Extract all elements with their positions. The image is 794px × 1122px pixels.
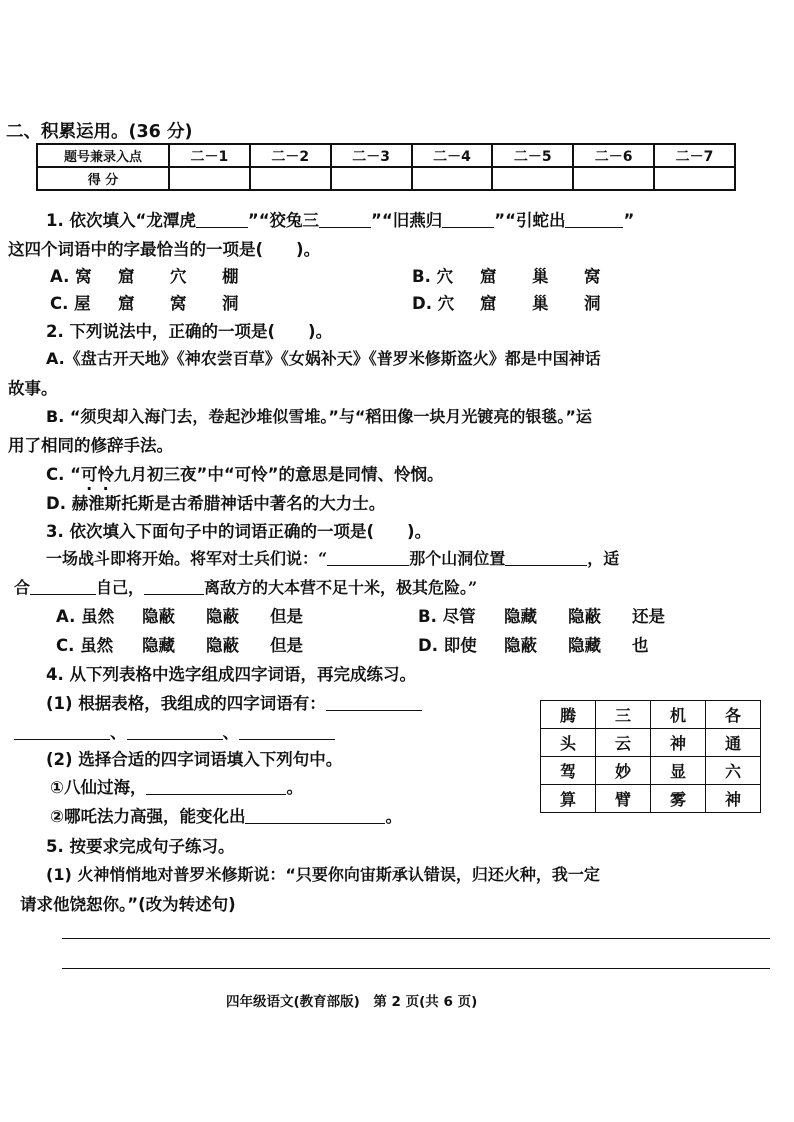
q1-blank-4[interactable] <box>565 211 623 229</box>
separator: 、 <box>110 723 127 742</box>
option-text: 还是 <box>632 607 665 626</box>
score-cell[interactable] <box>654 167 735 190</box>
q4-sentence-2 <box>50 803 402 827</box>
q5-stem: 5. 按要求完成句子练习。 <box>46 837 235 856</box>
q4-stem: 4. 从下列表格中选字组成四字词语，再完成练习。 <box>46 665 416 684</box>
q1-option-a[interactable] <box>50 263 239 287</box>
grid-cell: 三 <box>596 701 651 729</box>
q1-stem-part: ”“旧燕归 <box>371 211 443 230</box>
score-column-header: 二－1 <box>169 144 250 167</box>
option-text: C. 屋 <box>50 294 91 313</box>
option-text: 隐藏 <box>568 636 601 655</box>
q3-sentence-text: ，适 <box>587 549 620 568</box>
q2-c-text: C. “ <box>46 465 81 484</box>
q4-sentence-1 <box>50 774 303 798</box>
q1-stem-part: ”“狡兔三 <box>247 211 320 230</box>
option-text: 巢 <box>532 294 549 313</box>
q3-blank-3[interactable] <box>30 578 96 595</box>
q4-answer-blank-1[interactable] <box>326 694 422 712</box>
answer-line-1[interactable] <box>62 938 770 939</box>
grid-cell: 头 <box>541 729 596 757</box>
grid-cell: 驾 <box>541 757 596 785</box>
q2-c-text: 九月初三夜”中“可怜”的意思是同情、怜悯。 <box>113 465 444 484</box>
q4-sub2: (2) 选择合适的四字词语填入下列句中。 <box>46 750 343 769</box>
q5-sub1-line2: 请求他饶恕你。”(改为转述句) <box>20 895 236 914</box>
score-column-header: 二－2 <box>250 144 331 167</box>
q3-sentence-line2 <box>14 575 477 598</box>
q1-blank-3[interactable] <box>442 211 494 229</box>
q1-stem-line2: 这四个词语中的字最恰当的一项是( )。 <box>8 240 321 259</box>
option-text: 洞 <box>222 294 239 313</box>
score-cell[interactable] <box>169 167 250 190</box>
q1-option-c[interactable] <box>50 290 239 314</box>
q4-answer-blank-4[interactable] <box>239 723 335 741</box>
option-text: 窟 <box>118 267 135 286</box>
option-text: 洞 <box>584 294 601 313</box>
q2-option-b-line2: 用了相同的修辞手法。 <box>8 436 173 455</box>
q1-stem-part: 1. 依次填入“龙潭虎 <box>46 211 196 230</box>
q2-option-a-line2: 故事。 <box>8 379 58 398</box>
grid-cell: 腾 <box>541 701 596 729</box>
q3-blank-2[interactable] <box>505 549 587 566</box>
grid-cell: 神 <box>651 729 706 757</box>
grid-row <box>541 785 761 813</box>
option-text: 隐藏 <box>504 607 537 626</box>
answer-line-2[interactable] <box>62 968 770 969</box>
q3-option-a[interactable] <box>56 603 303 627</box>
grid-cell: 雾 <box>651 785 706 813</box>
option-text: 也 <box>632 636 649 655</box>
q2-option-d[interactable]: D. 赫淮斯托斯是古希腊神话中著名的大力士。 <box>46 494 386 513</box>
q3-blank-1[interactable] <box>327 549 409 566</box>
character-grid <box>540 700 761 813</box>
score-column-header: 二－7 <box>654 144 735 167</box>
grid-cell: 显 <box>651 757 706 785</box>
q3-sentence-text: 那个山洞位置 <box>409 549 506 568</box>
option-text: 窟 <box>118 294 135 313</box>
score-cell[interactable] <box>412 167 493 190</box>
option-text: 隐蔽 <box>568 607 601 626</box>
q2-option-a-line1[interactable]: A.《盘古开天地》《神农尝百草》《女娲补天》《普罗米修斯盗火》都是中国神话 <box>46 349 601 368</box>
q3-stem: 3. 依次填入下面句子中的词语正确的一项是( )。 <box>46 522 432 541</box>
section-title: 二、积累运用。(36 分) <box>6 122 193 142</box>
score-column-header: 二－3 <box>331 144 412 167</box>
option-text: 但是 <box>270 607 303 626</box>
option-text: C. 虽然 <box>56 636 114 655</box>
option-text: 隐蔽 <box>142 607 175 626</box>
option-text: 穴 <box>170 267 187 286</box>
option-text: D. 穴 <box>412 294 455 313</box>
grid-cell: 各 <box>706 701 761 729</box>
option-text: 棚 <box>222 267 239 286</box>
option-text: 隐藏 <box>142 636 175 655</box>
q1-blank-1[interactable] <box>196 211 248 229</box>
q3-sentence-text: 离敌方的大本营不足十米，极其危险。” <box>204 578 478 597</box>
page-footer: 四年级语文(教育部版) 第 2 页(共 6 页) <box>226 994 478 1010</box>
grid-cell: 算 <box>541 785 596 813</box>
option-text: 隐蔽 <box>504 636 537 655</box>
q5-sub1-line1: (1) 火神悄悄地对普罗米修斯说：“只要你向宙斯承认错误，归还火种，我一定 <box>46 865 600 884</box>
score-column-header: 二－4 <box>412 144 493 167</box>
score-table-score-row <box>37 167 735 190</box>
q4-fill-blank-1[interactable] <box>146 778 286 796</box>
emphasis-char: 可 <box>80 465 98 484</box>
q2-option-b-line1[interactable]: B. “须臾却入海门去，卷起沙堆似雪堆。”与“稻田像一块月光镀亮的银毯。”运 <box>46 407 592 426</box>
q3-sentence-text: 合 <box>14 578 31 597</box>
grid-row <box>541 729 761 757</box>
q1-stem-part: ” <box>623 211 635 230</box>
q3-option-c[interactable] <box>56 632 303 656</box>
q1-option-b[interactable] <box>412 263 601 287</box>
q4-sub1-line2 <box>14 719 335 743</box>
score-column-header: 二－5 <box>492 144 573 167</box>
option-text: 巢 <box>532 267 549 286</box>
q1-blank-2[interactable] <box>319 211 371 229</box>
option-text: 窝 <box>170 294 187 313</box>
q4-answer-blank-2[interactable] <box>14 723 110 741</box>
score-cell[interactable] <box>492 167 573 190</box>
separator: 、 <box>222 723 239 742</box>
score-table-header-label: 题号兼录入点 <box>37 144 169 167</box>
option-text: 窟 <box>480 267 497 286</box>
grid-cell: 机 <box>651 701 706 729</box>
q3-sentence-text: 一场战斗即将开始。将军对士兵们说：“ <box>46 549 328 568</box>
grid-cell: 臂 <box>596 785 651 813</box>
q4-fill-blank-2[interactable] <box>245 807 385 825</box>
q2-option-c[interactable] <box>46 461 444 485</box>
grid-cell: 六 <box>706 757 761 785</box>
q1-stem-part: ”“引蛇出 <box>494 211 566 230</box>
option-text: B. 尽管 <box>418 607 476 626</box>
grid-row <box>541 757 761 785</box>
option-text: 窟 <box>480 294 497 313</box>
score-cell[interactable] <box>573 167 654 190</box>
q3-sentence-line1 <box>46 546 619 569</box>
option-text: D. 即使 <box>418 636 477 655</box>
option-text: 隐蔽 <box>206 636 239 655</box>
score-cell[interactable] <box>250 167 331 190</box>
score-row-label: 得 分 <box>37 167 169 190</box>
grid-cell: 妙 <box>596 757 651 785</box>
q3-sentence-text: 自己， <box>96 578 145 597</box>
option-text: B. 穴 <box>412 267 454 286</box>
q3-blank-4[interactable] <box>144 578 204 595</box>
period: 。 <box>286 778 303 797</box>
option-text: 但是 <box>270 636 303 655</box>
option-text: 窝 <box>584 267 601 286</box>
option-text: A. 虽然 <box>56 607 115 626</box>
q4-sentence-text: ②哪吒法力高强，能变化出 <box>50 807 246 826</box>
q3-option-b[interactable] <box>418 603 665 627</box>
option-text: 隐蔽 <box>206 607 239 626</box>
q2-stem: 2. 下列说法中，正确的一项是( )。 <box>46 322 333 341</box>
q4-sub1-text: (1) 根据表格，我组成的四字词语有： <box>46 694 326 713</box>
score-table <box>36 143 736 191</box>
q1-option-d[interactable] <box>412 290 601 314</box>
q1-stem <box>46 207 634 231</box>
q3-option-d[interactable] <box>418 632 649 656</box>
grid-cell: 神 <box>706 785 761 813</box>
grid-cell: 云 <box>596 729 651 757</box>
option-text: A. 窝 <box>50 267 92 286</box>
emphasis-char: 怜 <box>97 465 114 484</box>
q4-sentence-text: ①八仙过海， <box>50 778 147 797</box>
grid-cell: 通 <box>706 729 761 757</box>
period: 。 <box>385 807 402 826</box>
q4-answer-blank-3[interactable] <box>127 723 223 741</box>
score-table-header-row <box>37 144 735 167</box>
score-cell[interactable] <box>331 167 412 190</box>
grid-row <box>541 701 761 729</box>
score-column-header: 二－6 <box>573 144 654 167</box>
q4-sub1 <box>46 690 422 714</box>
